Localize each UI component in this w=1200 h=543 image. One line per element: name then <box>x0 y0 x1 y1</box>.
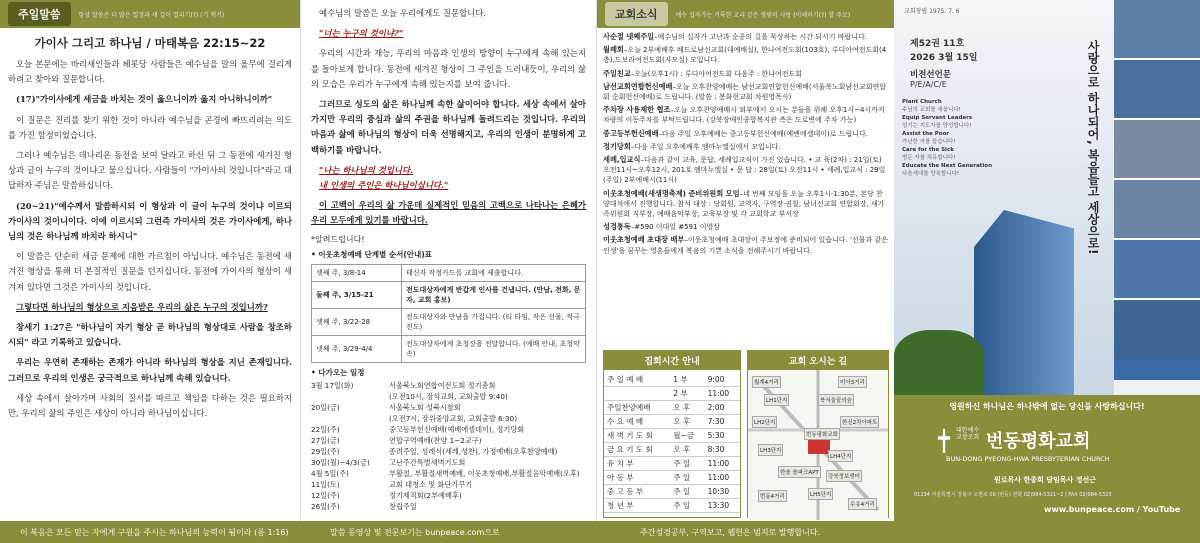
schedule-event: 연합구역예배(찬양 1~2교구) <box>389 435 482 445</box>
service-time-name: 아 동 부 <box>604 471 670 485</box>
schedule-item <box>311 490 586 501</box>
footer-verse: 이 복음은 모든 믿는 자에게 구원을 주시는 하나님의 능력이 됨이라 (롬 1:16) <box>20 527 289 537</box>
schedule-item <box>311 424 586 435</box>
vision-item: Educate the Next Generation <box>902 163 992 169</box>
sermon-column <box>0 0 300 521</box>
schedule-item <box>311 435 586 446</box>
service-times-table <box>604 373 740 513</box>
news-item <box>603 45 888 65</box>
map-label: 강북정보센터 <box>826 470 862 482</box>
service-time-time: 10:30 <box>705 485 740 499</box>
map-label: LH1단지 <box>764 394 789 406</box>
c2-quote: 내 인생의 주인은 하나님이십니다." <box>319 180 449 191</box>
service-time-time: 13:30 <box>705 499 740 513</box>
table-cell: 둘째 주, 3/15-21 <box>312 281 402 308</box>
sermon-para: (20~21)"예수께서 말씀하시되 이 형상과 이 글이 누구의 것이냐 이르되 가이사의 것이니이다. 이에 이르시되 그런즉 가이사의 것은 가이사에게, 하나님의 것은 하나님께 바치라 하시니" <box>8 200 292 242</box>
pastors: 원로목사 한종희 담임목사 정선근 <box>994 476 1096 484</box>
news-item <box>603 235 888 255</box>
news-list <box>603 32 888 256</box>
sermon-para: 창세기 1:27은 "하나님이 자기 형상 곧 하나님의 형상대로 사람을 창조하시되" 라고 기록하고 있습니다. <box>8 322 292 348</box>
photo-strip <box>1114 0 1200 380</box>
schedule-event: 창립주일 <box>389 501 417 511</box>
service-time-time: 5:30 <box>705 429 740 443</box>
c2-para: 이 고백이 우리의 삶 가운데 실제적인 믿음의 고백으로 나타나는 은혜가 우리 모두에게 있기를 바랍니다. <box>311 200 586 226</box>
tree-image <box>894 330 984 395</box>
cross-icon <box>938 429 950 453</box>
news-item <box>603 129 888 139</box>
table-cell: 셋째 주, 3/8-14 <box>312 264 402 281</box>
c2-quote: "너는 누구의 것이냐?" <box>319 28 404 39</box>
service-time-name: 금 요 기 도 회 <box>604 443 670 457</box>
service-time-time: 2:00 <box>705 401 740 415</box>
service-time-name: 수 요 예 배 <box>604 415 670 429</box>
news-column <box>596 0 894 521</box>
schedule-item <box>311 457 586 468</box>
table-row <box>604 373 740 387</box>
schedule-date: 11일(토) <box>311 479 340 489</box>
table-row <box>604 457 740 471</box>
news-item-body: –오늘 오후찬양예배는 남선교회연합헌신예배(서울북노회남선교회연합회 순회헌신예배)로 드립니다. (말씀 : 봉화현교회 차원영목사) <box>603 82 886 102</box>
footer-bar <box>0 521 1200 543</box>
schedule-date <box>311 391 389 402</box>
news-item-body: –네 번째 모임을 오늘 오후1시-1:30분, 본당 찬양대석에서 진행합니다. 참석 대상 : 당회원, 교역자, 구역장·권찰, 남녀선교회 연합회장, 새가족위원회 직부장, 예배음악부장, 교육부장 및 각 교회학교 부서장 <box>603 189 885 219</box>
table-row <box>604 429 740 443</box>
news-item-title: 이웃초청예배(새생명축제) 준비위원회 모임 <box>603 188 740 198</box>
schedule-event: 정기제직회(2부예배후) <box>389 490 462 500</box>
map-label: 한솔 솔파크APT <box>778 466 821 478</box>
map-label: LH2단지 <box>752 416 777 428</box>
sermon-continued-column <box>300 0 596 521</box>
service-time-time: 8:30 <box>705 443 740 457</box>
vision-title: 비전선언문 <box>910 70 952 80</box>
service-time-name: 주일찬양예배 <box>604 401 670 415</box>
news-item-body: –이웃초청예배 초대장이 주보정에 준비되어 있습니다. '선물과 같은 인생'을 꿈꾸는 영혼들에게 복음의 기쁜 소식을 전해주시기 바랍니다. <box>603 236 888 255</box>
directions-map <box>748 370 888 520</box>
schedule-date: 27일(금) <box>311 435 340 445</box>
news-item <box>603 32 888 42</box>
vision-item: 다음세대를 양육합니다! <box>902 171 960 177</box>
service-time-period: 월~금 <box>670 429 704 443</box>
map-label: 번동4거리 <box>758 490 787 502</box>
schedule-event: 중고등부헌신예배(예배에셀데이), 정기당회 <box>389 424 525 434</box>
table-cell: 넷째 주, 3/29-4/4 <box>312 335 402 362</box>
address: 01234 서울특별시 강북구 오현로 00 (번동) 전화 02)984-5321~2 | FAX 02)984-5323 <box>914 492 1112 498</box>
schedule-date: 4월 5일(주) <box>311 468 349 478</box>
vision-subtitle: P/E/A/C/E <box>910 80 947 89</box>
cover-banner: 영원하신 하나님은 하나밖에 없는 당신을 사랑하십니다! <box>894 395 1200 417</box>
schedule-event: 서울북노회 성북시찰회 <box>389 402 461 412</box>
map-label: 북서울꿈의숲 <box>818 394 854 406</box>
vision-item: Equip Servant Leaders <box>902 115 973 121</box>
news-item <box>603 105 888 125</box>
table-row <box>604 415 740 429</box>
service-time-time: 11:00 <box>705 471 740 485</box>
news-item-title: 남선교회연합헌신예배 <box>603 81 673 91</box>
sermon-para: 이 말씀은 단순히 세금 문제에 대한 가르침이 아닙니다. 예수님은 동전에 새겨진 형상을 통해 더 본질적인 질문을 던지십니다. 동전에 가이사의 형상이 새겨져 있다면 그것은 가이사의 것입니다. <box>8 251 292 292</box>
map-label: 수유4거리 <box>848 498 877 510</box>
service-time-period: 주 일 <box>670 471 704 485</box>
table-row <box>604 499 740 513</box>
invite-steps-table <box>311 264 586 363</box>
sermon-para: (17)"가이사에게 세금을 바치는 것이 옳으니이까 옳지 아니하니이까" <box>16 94 273 105</box>
table-row <box>312 281 586 308</box>
service-times-box <box>603 350 741 518</box>
schedule-event: 서울북노회연합여전도회 정기총회 <box>389 380 496 390</box>
news-item-body: –다음 주일 오후예배후 엠마누엘실에서 모입니다. <box>630 142 781 151</box>
news-item-title: 주차장 사용제한 협조 <box>603 105 671 115</box>
invite-steps-title: • 이웃초청예배 단계별 순서(안내)표 <box>311 249 432 259</box>
map-label: 한신2차아파트 <box>840 416 879 428</box>
news-header <box>597 0 894 28</box>
table-row <box>312 308 586 335</box>
news-item-body: –오늘 오후찬양예배시 외부에서 오시는 분들을 위해 오후1시~4시까지 차량의 이동주차를 부탁드립니다. (강북장애인종합복지관 측은 도로변에 주차 가능) <box>603 106 885 125</box>
vision-item: 병든 자를 치유합니다! <box>902 155 956 161</box>
schedule-item <box>311 402 586 413</box>
sermon-para: 이 질문은 진리를 찾기 위한 것이 아니라 예수님을 곤경에 빠뜨리려는 의도를 가진 함정이었습니다. <box>8 114 292 140</box>
news-item-title: 사순절 넷째주일 <box>603 32 655 41</box>
service-time-time: 11:00 <box>705 457 740 471</box>
founded-date: 교회창립 1975. 7. 6 <box>904 8 960 15</box>
news-item <box>603 222 888 232</box>
map-label: 번동평화교회 <box>804 428 840 440</box>
service-time-period: 2 부 <box>670 387 704 401</box>
news-item-body: –#590 이대일 #591 이영삼 <box>630 223 720 232</box>
schedule-date: 3월 17일(화) <box>311 380 354 390</box>
news-item-body: –예수님의 십자가 고난과 순종의 길을 묵상하는 시간 되시기 바랍니다. <box>654 33 867 41</box>
vision-item: Care for the Sick <box>902 147 954 153</box>
sermon-header <box>0 0 300 28</box>
table-row <box>604 401 740 415</box>
service-time-period: 1 부 <box>670 373 704 387</box>
c2-para: 우리의 시간과 재능, 우리의 마음과 인생의 방향이 누구에게 속해 있는지를 돌아보게 합니다. 동전에 새겨진 형상이 그 주인을 드러내듯이, 우리의 삶의 모습은 우리가 누구에게 속해 있는지를 보여 줍니다. <box>311 48 586 89</box>
news-item <box>603 69 888 79</box>
map-label: LH3단지 <box>758 444 783 456</box>
c2-para: 그러므로 성도의 삶은 하나님께 속한 삶이어야 합니다. 세상 속에서 살아가지만 우리의 중심과 삶의 주권을 하나님께 돌려드리는 것입니다. 우리의 마음과 삶에 하나님의 형상이 더욱 선명해지고, 우리의 인생이 분명하게 고백하기를 바랍니다. <box>311 99 586 155</box>
schedule-item <box>311 468 586 479</box>
service-time-name: 새 벽 기 도 회 <box>604 429 670 443</box>
table-row <box>604 387 740 401</box>
sermon-para: 그렇다면 하나님의 형상으로 지음받은 우리의 삶은 누구의 것입니까? <box>16 301 268 312</box>
service-time-period: 오 후 <box>670 415 704 429</box>
sermon-header-sub: 항상 말씀은 더 많은 열정과 새 길이 열리기(?) (기 택거) <box>78 11 225 19</box>
church-building-image <box>974 210 1074 395</box>
schedule-title: • 다가오는 일정 <box>311 367 365 377</box>
c2-para: 예수님의 말씀은 오늘 우리에게도 질문합니다. <box>319 8 487 18</box>
service-times-title: 집회시간 안내 <box>604 351 740 370</box>
table-cell: 전도대상자에게 반갑게 인사를 건냅니다. (만남, 전화, 문자, 교회 홍보) <box>402 281 586 308</box>
schedule-item <box>311 380 586 391</box>
table-row <box>604 471 740 485</box>
issue-number: 제52권 11호 <box>910 39 965 49</box>
map-label: 월계4거리 <box>752 376 781 388</box>
service-time-name <box>604 387 670 401</box>
vision-item: 가난한 자를 돕습니다! <box>902 139 956 145</box>
vision-item: Assist the Poor <box>902 131 949 137</box>
service-time-period: 주 일 <box>670 457 704 471</box>
service-time-period: 주 일 <box>670 485 704 499</box>
service-time-period: 주 일 <box>670 499 704 513</box>
schedule-event: 종려주일, 성례식(세례,성찬), 가정예배(오후찬양예배) <box>389 446 558 456</box>
news-item-title: 주일친교 <box>603 68 631 78</box>
issue-date: 2026 3월 15일 <box>910 53 978 63</box>
schedule-item <box>311 391 586 402</box>
table-cell: 전도대상자와 만남을 가집니다. (티 타임, 작은 선물, 적극전도) <box>402 308 586 335</box>
sermon-header-title: 주일말씀 <box>8 2 71 26</box>
schedule-item <box>311 413 586 424</box>
news-item-title: 세례,입교식 <box>603 155 641 165</box>
service-time-name: 청 년 부 <box>604 499 670 513</box>
service-time-time: 7:30 <box>705 415 740 429</box>
news-item <box>603 142 888 152</box>
schedule-event: (오전10시, 장석교회, 교회출발 9:40) <box>389 391 508 401</box>
map-label: LH5단지 <box>808 488 833 500</box>
news-header-title: 교회소식 <box>605 2 668 26</box>
news-item-title: 중고등부헌신예배 <box>603 128 659 138</box>
sermon-para: 오늘 본문에는 바리새인들과 헤롯당 사람들은 예수님을 말의 올무에 걸리게 하려고 찾아와 질문합니다. <box>8 59 292 85</box>
schedule-event: 고난주간특별새벽기도회 <box>389 457 466 467</box>
schedule-list <box>311 380 586 512</box>
directions-title: 교회 오시는 길 <box>748 351 888 370</box>
vision-list <box>902 98 1012 178</box>
sermon-para: 우리는 우연히 존재하는 존재가 아니라 하나님의 형상을 지닌 존재입니다. 그러므로 우리의 인생은 궁극적으로 하나님께 속해 있습니다. <box>8 357 292 383</box>
service-time-name: 주 일 예 배 <box>604 373 670 387</box>
news-item-title: 월례회 <box>603 45 624 55</box>
service-time-name: 유 치 부 <box>604 457 670 471</box>
schedule-event: (오전7시, 장위중앙교회, 교회출발 6:30) <box>389 413 518 423</box>
service-time-period: 오 후 <box>670 401 704 415</box>
schedule-date: 26일(주) <box>311 501 340 511</box>
news-header-sub: 예수 십자가는 거룩한 교리 같은 영원히 사랑 (이해하기(?) 할 주로) <box>675 11 851 19</box>
table-row <box>604 485 740 499</box>
notice-title: *알려드립니다! <box>311 234 365 244</box>
news-item-title: 정기당회 <box>603 141 631 151</box>
table-cell: 태신자 작정카드를 교회에 제출합니다. <box>402 264 586 281</box>
news-item-body: –다음 주일 오후예배는 중고등부헌신예배(예밴에셀데이)로 드립니다. <box>658 129 868 138</box>
news-item-body: –다음과 같이 교육, 문답, 세례입교식이 가진 있습니다. • 교 육(2차) : 21일(토) 오전11시~오후12시, 201호 엠마누엘실 • 문 답 : 28일(토) 오전11시 • 세례,입교식 : 29일(주일) 2부예배시(11시) <box>603 156 886 185</box>
schedule-date: 12일(주) <box>311 490 340 500</box>
schedule-event: 부활절, 부활절새벽예배, 이웃초청예배,부활절음악예배(오후) <box>389 468 580 478</box>
sermon-para: 그러나 예수님은 데나리온 동전을 보여 달라고 하신 뒤 그 동전에 새겨진 형상과 글이 누구의 것이냐고 물으십니다. 사람들이 "가이사의 것입니다"라고 대답하자 주님은 말씀하십니다. <box>8 150 292 191</box>
news-item <box>603 155 888 186</box>
service-time-name: 중 고 등 부 <box>604 485 670 499</box>
service-time-time: 11:00 <box>705 387 740 401</box>
schedule-date <box>311 413 389 424</box>
table-row <box>312 335 586 362</box>
map-label: 미아3거리 <box>838 376 867 388</box>
vision-item: 섬기는 지도자를 양성합니다! <box>902 123 972 129</box>
table-cell: 셋째 주, 3/22-28 <box>312 308 402 335</box>
cover-bottom <box>894 417 1200 521</box>
vision-item: Plant Church <box>902 99 942 105</box>
denomination: 대한예수교장로회 <box>956 427 980 441</box>
news-item <box>603 189 888 220</box>
schedule-date: 29일(주) <box>311 446 340 456</box>
church-name-en: BUN-DONG PYEONG-HWA PRESBYTERIAN CHURCH <box>946 455 1110 463</box>
vision-item: 주님의 교회를 세웁니다! <box>902 107 961 113</box>
schedule-date: 20일(금) <box>311 402 340 412</box>
news-item <box>603 82 888 102</box>
footer-web: 말씀 동영상 및 전문보기는 bunpeace.com으로 <box>330 527 500 537</box>
cover-slogan: 사랑으로 하나되어, 복음들고 세상으로! <box>1086 40 1100 255</box>
news-item-title: 이웃초청예배 초대장 배부 <box>603 235 685 245</box>
footer-note: 주간성경공부, 구역보고, 웹헌은 범지로 발행합니다. <box>640 527 821 537</box>
schedule-item <box>311 479 586 490</box>
sermon-title: 가이사 그리고 하나님 / 마태복음 22:15~22 <box>34 36 266 50</box>
directions-box <box>747 350 889 518</box>
news-item-body: –오늘 2부예배후 베드로남선교회(대예배실), 한나여전도회(103호), 루디아여전도회(4층),드보라여전도회(자모실) 모입니다. <box>603 46 887 65</box>
map-label: LH4단지 <box>828 450 853 462</box>
sermon-para: 세상 속에서 살아가며 사회의 질서를 따르고 책임을 다하는 것은 필요하지만, 우리의 삶의 주인은 세상이 아니라 하나님이십니다. <box>8 392 292 419</box>
table-cell: 전도대상자에게 초청장을 전달합니다. (예배 안내, 초청약속) <box>402 335 586 362</box>
table-row <box>312 264 586 281</box>
news-item-title: 성경통독 <box>603 222 631 232</box>
schedule-event: 교회 대청소 및 화단가꾸기 <box>389 479 473 489</box>
table-row <box>604 443 740 457</box>
service-time-time: 9:00 <box>705 373 740 387</box>
schedule-date: 30일(월)~4/3(금) <box>311 457 370 467</box>
c2-quote: "나는 하나님의 것입니다. <box>319 164 414 175</box>
schedule-date: 22일(주) <box>311 424 340 434</box>
news-item-body: –오늘(오후1시) : 루디아여전도회 다음주 : 한나여전도회 <box>630 69 803 78</box>
service-time-period: 오 후 <box>670 443 704 457</box>
schedule-item <box>311 446 586 457</box>
church-name: 번동평화교회 <box>986 431 1091 452</box>
schedule-item <box>311 501 586 512</box>
cover-column <box>894 0 1200 521</box>
website-link[interactable]: www.bunpeace.com / YouTube <box>1044 505 1181 514</box>
